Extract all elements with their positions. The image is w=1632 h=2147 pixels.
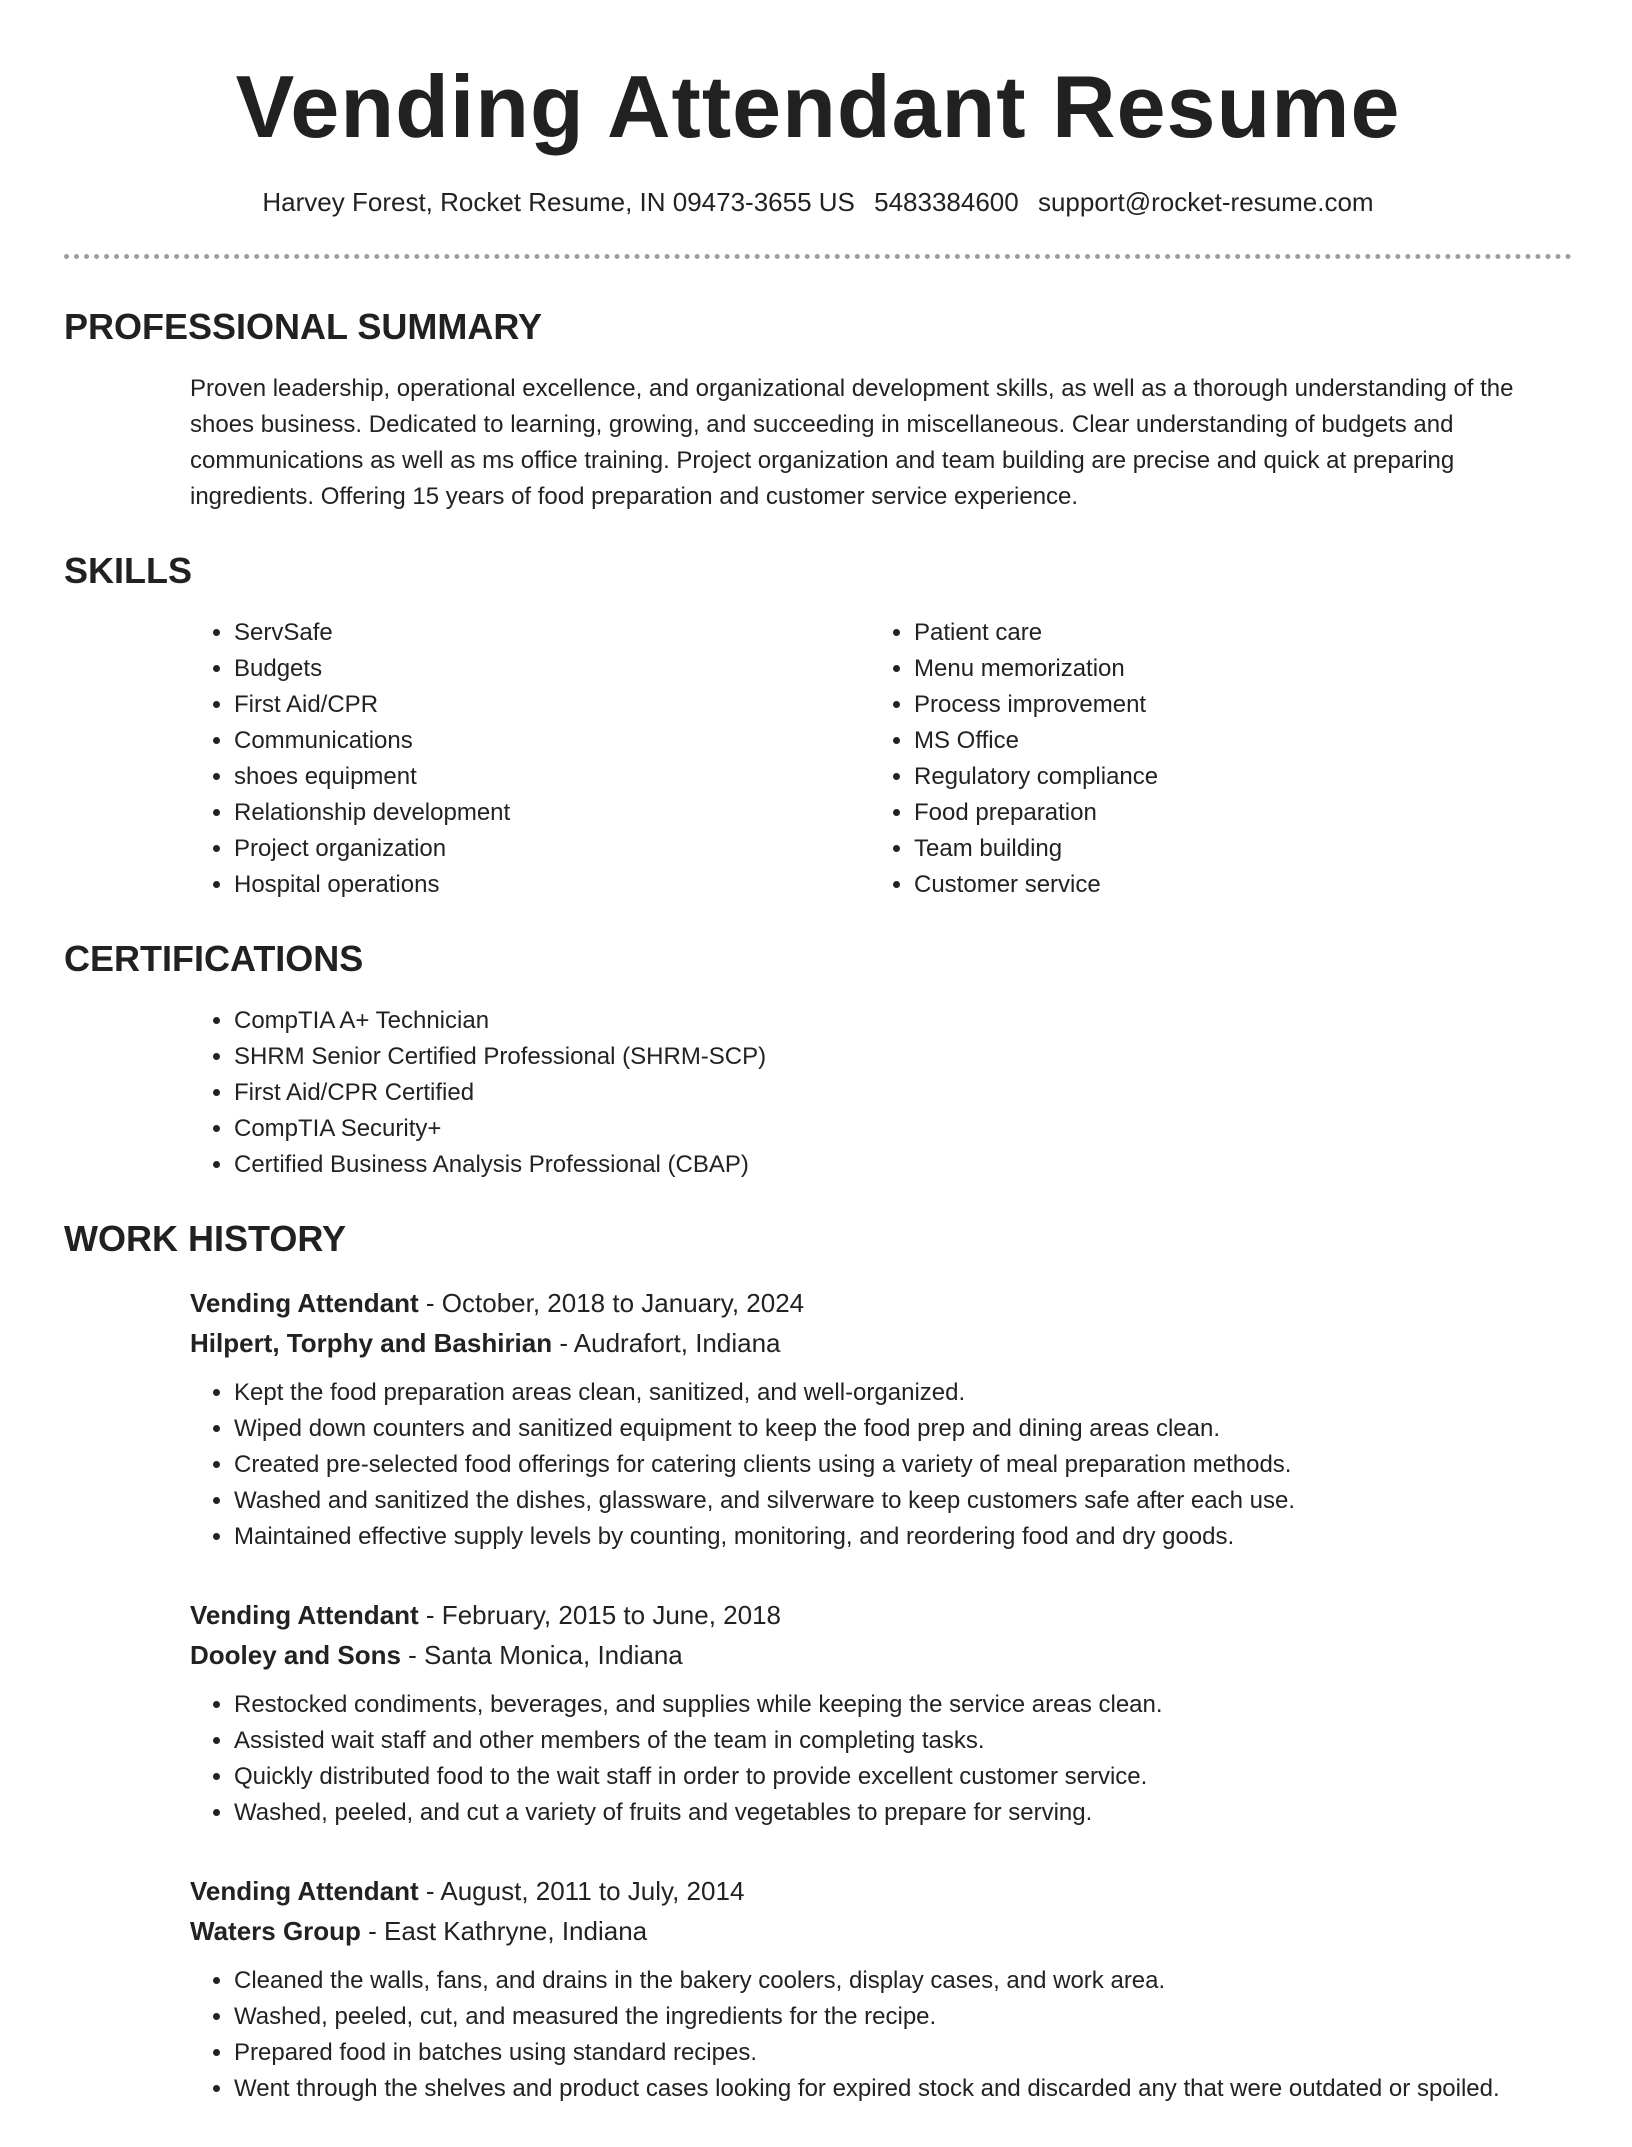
job-duty-item: • Quickly distributed food to the wait staff in order to provide excellent customer service. [234, 1759, 1572, 1795]
skills-list-right [870, 615, 1550, 903]
certifications-section [64, 937, 1572, 1183]
job-duty-item: • Washed, peeled, cut, and measured the ingredients for the recipe. [234, 1999, 1572, 2035]
skills-section [64, 549, 1572, 903]
skills-list-left [190, 615, 870, 903]
skill-item: • Customer service [914, 867, 1550, 903]
certification-item: • CompTIA A+ Technician [234, 1003, 1572, 1039]
contact-address: Harvey Forest, Rocket Resume, IN 09473-3655 US [262, 187, 855, 217]
job-company-line [190, 1911, 1572, 1951]
job-entry [190, 1283, 1572, 1555]
skill-item: • Regulatory compliance [914, 759, 1550, 795]
job-duty-item: • Kept the food preparation areas clean, sanitized, and well-organized. [234, 1375, 1572, 1411]
certification-item: • SHRM Senior Certified Professional (SHRM-SCP) [234, 1039, 1572, 1075]
skill-item: • Food preparation [914, 795, 1550, 831]
job-company: Dooley and Sons [190, 1640, 401, 1670]
job-location: - East Kathryne, Indiana [360, 1916, 648, 1946]
job-company: Hilpert, Torphy and Bashirian [190, 1328, 553, 1358]
contact-phone: 5483384600 [874, 187, 1019, 217]
job-duties-list [190, 1687, 1572, 1831]
header-divider [64, 254, 1572, 259]
job-entry [190, 1595, 1572, 1831]
job-title-line [190, 1871, 1572, 1911]
job-location: - Santa Monica, Indiana [400, 1640, 683, 1670]
skills-columns [190, 615, 1572, 903]
skill-item: • Hospital operations [234, 867, 870, 903]
job-duty-item: • Maintained effective supply levels by counting, monitoring, and reordering food and dry goods. [234, 1519, 1572, 1555]
skill-item: • Team building [914, 831, 1550, 867]
skill-item: • Patient care [914, 615, 1550, 651]
certification-item: • CompTIA Security+ [234, 1111, 1572, 1147]
summary-heading: PROFESSIONAL SUMMARY [64, 306, 543, 347]
job-duty-item: • Cleaned the walls, fans, and drains in the bakery coolers, display cases, and work area. [234, 1963, 1572, 1999]
skill-item: • Process improvement [914, 687, 1550, 723]
certifications-list [190, 1003, 1572, 1183]
job-dates: - August, 2011 to July, 2014 [418, 1876, 745, 1906]
contact-email: support@rocket-resume.com [1037, 187, 1374, 217]
job-location: - Audrafort, Indiana [552, 1328, 781, 1358]
job-company: Waters Group [190, 1916, 361, 1946]
skill-item: • Menu memorization [914, 651, 1550, 687]
contact-line [64, 184, 1572, 220]
summary-section [64, 305, 1572, 515]
job-title-line [190, 1283, 1572, 1323]
job-duty-item: • Created pre-selected food offerings for catering clients using a variety of meal preparation methods. [234, 1447, 1572, 1483]
job-entry [190, 1871, 1572, 2107]
certifications-heading: CERTIFICATIONS [64, 938, 364, 979]
job-duty-item: • Assisted wait staff and other members of the team in completing tasks. [234, 1723, 1572, 1759]
resume-page [64, 0, 1572, 2147]
skill-item: • MS Office [914, 723, 1550, 759]
job-dates: - October, 2018 to January, 2024 [418, 1288, 805, 1318]
skills-column-right [870, 615, 1550, 903]
job-dates: - February, 2015 to June, 2018 [418, 1600, 782, 1630]
certification-item: • First Aid/CPR Certified [234, 1075, 1572, 1111]
skill-item: • Budgets [234, 651, 870, 687]
summary-text: Proven leadership, operational excellence, and organizational development skills, as well as a thorough understanding of the shoes business. Dedicated to learning, growing, and succeeding in miscellaneous. Clear understanding of budgets and communications as well as ms office training. Project organization and team building are precise and quick at preparing ingredients. Offering 15 years of food preparation and customer service experience. [190, 375, 1514, 510]
skill-item: • Communications [234, 723, 870, 759]
skills-column-left [190, 615, 870, 903]
skills-heading: SKILLS [64, 550, 193, 591]
job-title: Vending Attendant [190, 1600, 419, 1630]
job-duty-item: • Went through the shelves and product cases looking for expired stock and discarded any that were outdated or spoiled. [234, 2071, 1572, 2107]
job-duty-item: • Restocked condiments, beverages, and supplies while keeping the service areas clean. [234, 1687, 1572, 1723]
job-title-line [190, 1595, 1572, 1635]
job-duties-list [190, 1375, 1572, 1555]
job-duty-item: • Prepared food in batches using standard recipes. [234, 2035, 1572, 2071]
work-history-heading: WORK HISTORY [64, 1218, 347, 1259]
job-company-line [190, 1635, 1572, 1675]
job-duties-list [190, 1963, 1572, 2107]
job-company-line [190, 1323, 1572, 1363]
job-duty-item: • Wiped down counters and sanitized equipment to keep the food prep and dining areas clean. [234, 1411, 1572, 1447]
skill-item: • First Aid/CPR [234, 687, 870, 723]
skill-item: • ServSafe [234, 615, 870, 651]
work-history-section [64, 1217, 1572, 2107]
skill-item: • Relationship development [234, 795, 870, 831]
certifications-list-wrap [190, 1003, 1572, 1183]
job-duty-item: • Washed and sanitized the dishes, glassware, and silverware to keep customers safe after each use. [234, 1483, 1572, 1519]
job-duty-item: • Washed, peeled, and cut a variety of fruits and vegetables to prepare for serving. [234, 1795, 1572, 1831]
job-title: Vending Attendant [190, 1288, 419, 1318]
skill-item: • Project organization [234, 831, 870, 867]
skill-item: • shoes equipment [234, 759, 870, 795]
certification-item: • Certified Business Analysis Professional (CBAP) [234, 1147, 1572, 1183]
job-list [190, 1283, 1572, 2107]
job-title: Vending Attendant [190, 1876, 419, 1906]
page-title: Vending Attendant Resume [235, 57, 1401, 156]
